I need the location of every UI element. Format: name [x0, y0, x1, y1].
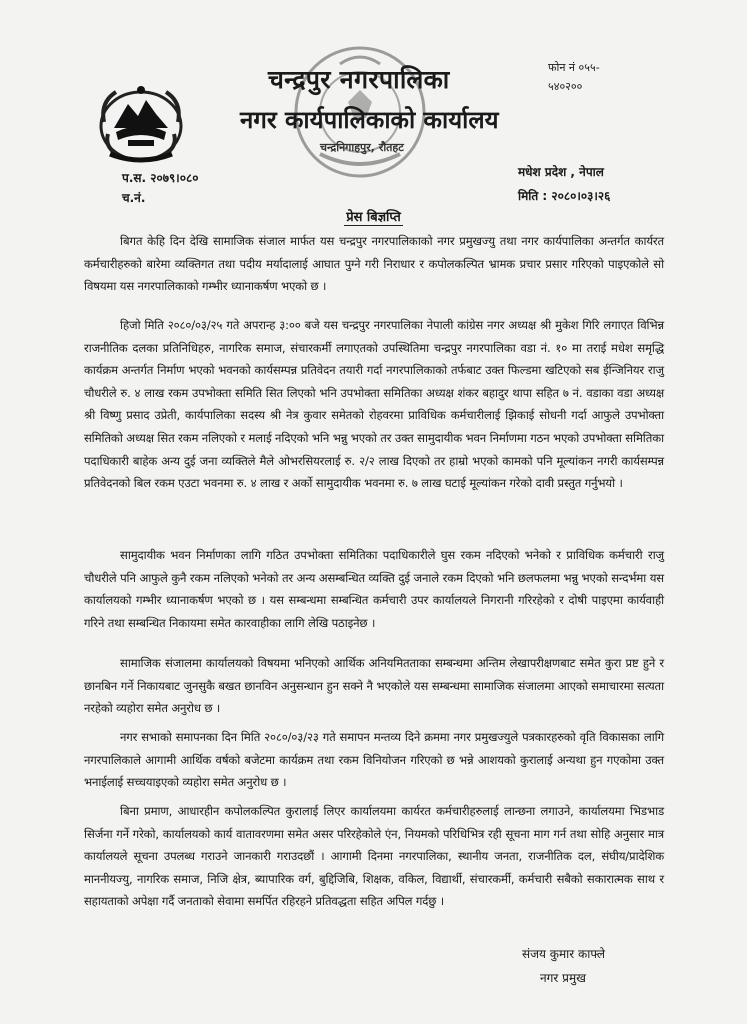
- paragraph-5: नगर सभाको समापनका दिन मिति २०८०/०३/२३ गते समापन मन्तव्य दिने क्रममा नगर प्रमुखज्युले पत्रकारहरुको वृति विकासका लागि नगरपालिकाले आगामी आर्थिक वर्षको बजेटमा कार्यक्रम तथा रकम विनियोजन गरिएको छ भन्ने आशयको कुरालाई अन्यथा हुन गएकोमा उक्त भनाईलाई सच्चयाइएको व्यहोरा समेत अनुरोध छ ।: [84, 730, 664, 790]
- signature-block: [522, 942, 605, 990]
- paragraph-1: बिगत केहि दिन देखि सामाजिक संजाल मार्फत यस चन्द्रपुर नगरपालिकाको नगर प्रमुखज्यु तथा नगर कार्यपालिका अन्तर्गत कार्यरत कर्मचारीहरुको बारेमा व्यक्तिगत तथा पदीय मर्यादालाई आघात पुग्ने गरी निराधार र कपोलकल्पित भ्रामक प्रचार प्रसार गरिएको पाइएकोले सो विषयमा यस नगरपालिकाको गम्भीर ध्यानाकर्षण भएको छ ।: [84, 234, 664, 294]
- paragraph-6: बिना प्रमाण, आधारहीन कपोलकल्पित कुरालाई लिएर कार्यालयमा कार्यरत कर्मचारीहरुलाई लान्छना लगाउने, कार्यालयमा भिडभाड सिर्जना गर्ने गरेको, कार्यालयको कार्य वातावरणमा समेत असर परिरहेकोले एंन, नियमको परिधिभित्र रही सूचना माग गर्न तथा सोहि अनुसार मात्र कार्यालयले सूचना उपलब्ध गराउने जानकारी गराउदछौं । आगामी दिनमा नगरपालिका, स्थानीय जनता, राजनीतिक दल, संघीय/प्रादेशिक माननीयज्यु, नागरिक समाज, निजि क्षेत्र, ब्यापारिक वर्ग, बुद्दिजिबि, शिक्षक, वकिल, विद्यार्थी, संचारकर्मी, कर्मचारी सबैको सकारात्मक साथ र सहायताको अपेक्षा गर्दै जनताको सेवामा समर्पित रहिरहने प्रतिवद्धता सहित अपिल गर्दछु ।: [84, 804, 664, 909]
- phone-number: ५४०२००: [548, 80, 583, 93]
- phone-label: फोन नं ०५५-: [548, 61, 600, 74]
- municipality-name: चन्द्रपुर नगरपालिका: [268, 65, 450, 94]
- nepal-emblem-icon: [94, 82, 188, 164]
- office-address: चन्द्रनिगाहपुर, रौतहट: [320, 141, 404, 154]
- signatory-name: संजय कुमार काफ्ले: [522, 947, 606, 961]
- signatory-designation: नगर प्रमुख: [540, 971, 586, 985]
- paragraph-2: हिजो मिति २०८०/०३/२५ गते अपरान्ह ३:०० बजे यस चन्द्रपुर नगरपालिका नेपाली कांग्रेस नगर अध्यक्ष श्री मुकेश गिरि लगाएत विभिन्न राजनीतिक दलका प्रतिनिधिहरु, नागरिक समाज, संचारकर्मी लगाएतको उपस्थितिमा चन्द्रपुर नगरपालिका वडा नं. १० मा तराई मधेश समृद्धि कार्यक्रम अन्तर्गत निर्माण भएको भवनको कार्यसम्पन्न प्रतिवेदन तयारी गर्दा नगरपालिकाको तर्फबाट उक्त फिल्डमा खटिएको सब ईन्जिनियर राजु चौधरीले रु. ४ लाख रकम उपभोक्ता समिति सित लिएको भनि उपभोक्ता समितिका अध्यक्ष शंकर बहादुर थापा सहित ७ नं. वडाका वडा अध्यक्ष श्री विष्णु प्रसाद उप्रेती, कार्यपालिका सदस्य श्री नेत्र कुवार समेतको रोहवरमा प्राविधिक कर्मचारीलाई झिकाई सोधनी गर्दा आफुले उपभोक्ता समितिको अध्यक्ष सित रकम नलिएको र मलाई नदिएको भनि भन्नु भएको तर उक्त सामुदायीक भवन निर्माणमा गठन भएको उपभोक्ता समितिका पदाधिकारी बाहेक अन्य दुई जना व्यक्तिले मैले ओभरसियरलाई रु. २/२ लाख दिएको तर हाम्रो भएको कामको पनि मूल्यांकन नगरी कार्यसम्पन्न प्रतिवेदनको बिल रकम एउटा भवनमा रु. ४ लाख र अर्को सामुदायीक भवनमा रु. ७ लाख घटाई मूल्यांकन गरेको दावी प्रस्तुत गर्नुभयो ।: [84, 318, 664, 491]
- phone-block: [548, 58, 600, 96]
- province-label: मधेश प्रदेश , नेपाल: [518, 165, 604, 179]
- office-name: नगर कार्यपालिकाको कार्यालय: [240, 106, 499, 134]
- document-date: मिति : २०८०।०३।२६: [518, 189, 611, 203]
- reference-number: प.स. २०७९।०८०: [122, 171, 199, 185]
- paragraph-3: सामुदायीक भवन निर्माणका लागि गठित उपभोक्ता समितिका पदाधिकारीले घुस रकम नदिएको भनेको र प्राविधिक कर्मचारी राजु चौधरीले पनि आफुले कुनै रकम नलिएको भनेको तर अन्य असम्बन्धित व्यक्ति दुई जनाले रकम दिएको भनि छलफलमा भन्नु भएको सन्दर्भमा यस कार्यालयको गम्भीर ध्यानाकर्षण भएको छ । यस सम्बन्धमा सम्बन्धित कर्मचारी उपर कार्यालयले निगरानी गरिरहेको र दोषी पाइएमा कार्यवाही गरिने तथा सम्बन्धित निकायमा समेत कारवाहीका लागि लेखि पठाइनेछ ।: [84, 548, 664, 630]
- reference-block: [122, 168, 198, 208]
- heading-text: प्रेस बिज्ञप्ति: [346, 210, 401, 225]
- dispatch-number: च.नं.: [122, 191, 146, 205]
- paragraph-4: सामाजिक संजालमा कार्यालयको विषयमा भनिएको आर्थिक अनियमितताका सम्बन्धमा अन्तिम लेखापरीक्षणबाट समेत कुरा प्रष्ट हुने र छानबिन गर्ने निकायबाट जुनसुकै बखत छानविन अनुसन्धान हुन सक्ने नै भएकोले यस सम्बन्धमा सामाजिक संजालमा आएको समाचारमा सत्यता नरहेको व्यहोरा समेत अनुरोध छ ।: [84, 656, 664, 716]
- document-heading: [0, 207, 747, 225]
- province-date-block: [518, 160, 610, 208]
